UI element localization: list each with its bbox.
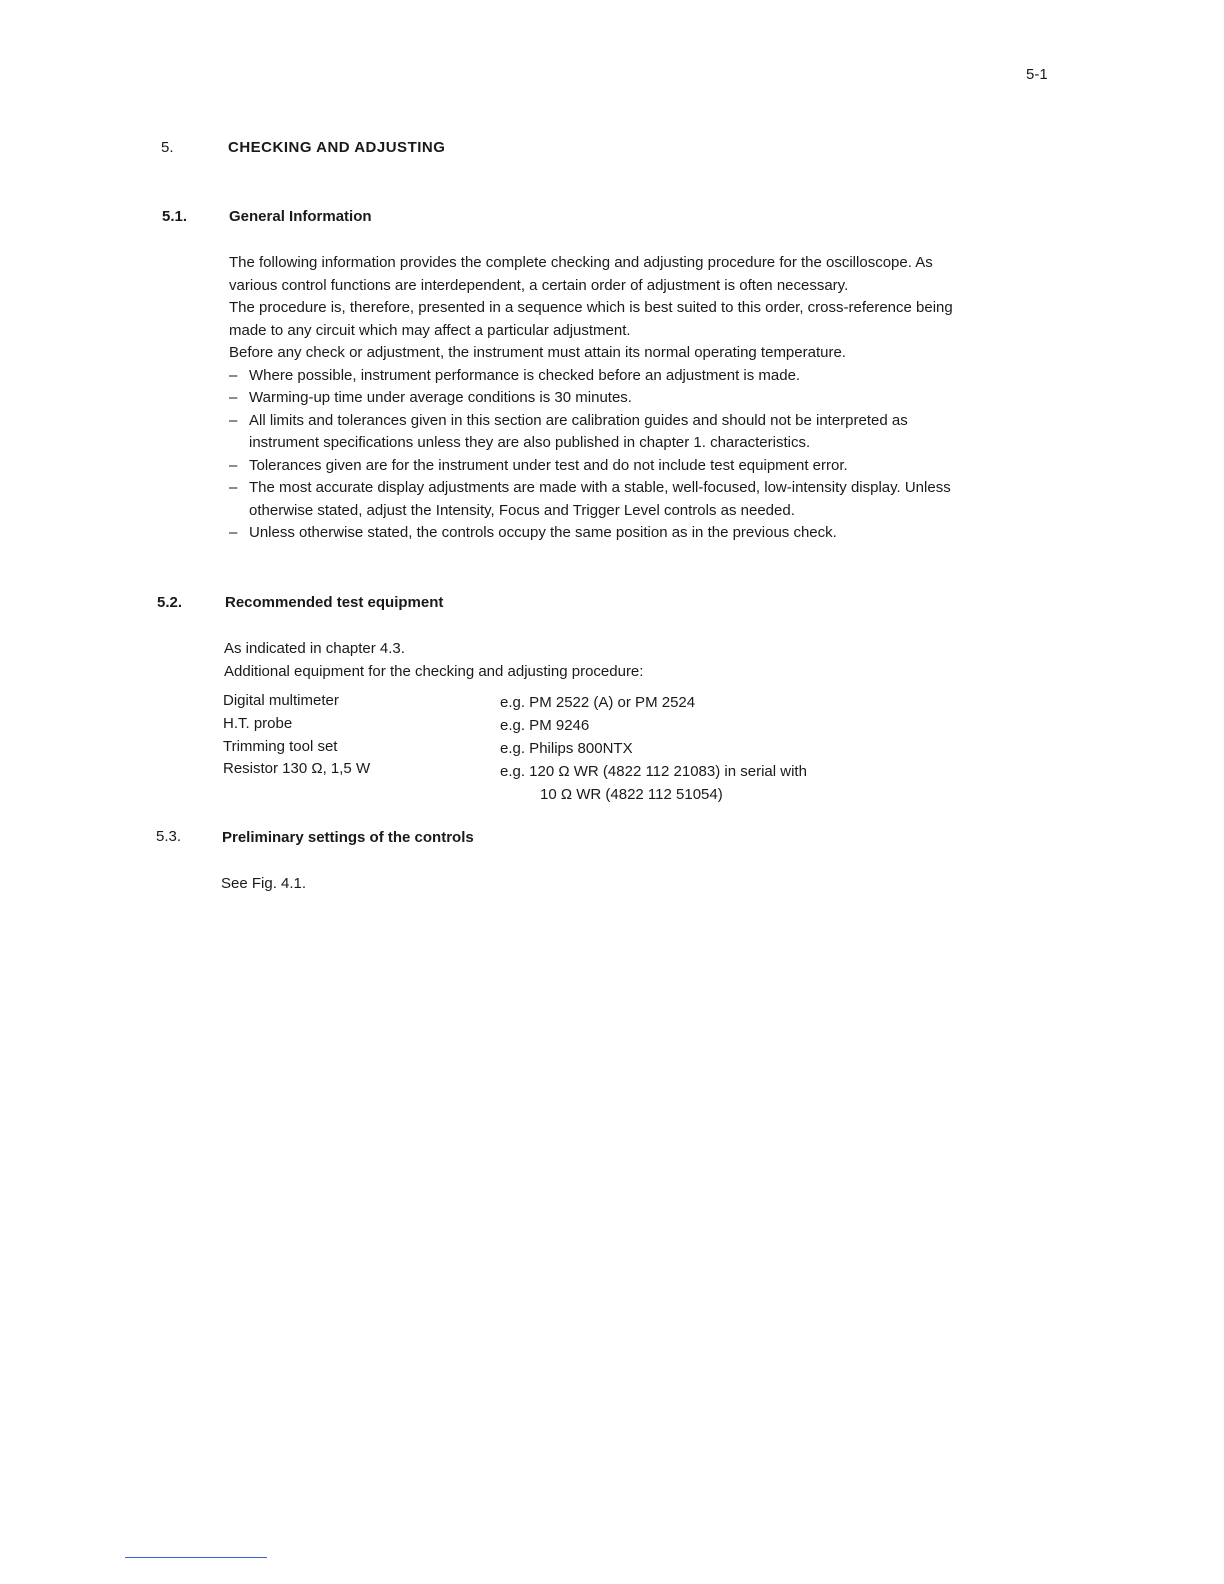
bullet-text: Where possible, instrument performance is checked before an adjustment is made. <box>249 366 801 384</box>
footer-rule <box>125 1557 267 1558</box>
bullet-item <box>229 455 1029 478</box>
bullet-item <box>229 365 1029 388</box>
subsection-title-5-1: General Information <box>229 208 372 225</box>
bullet-item <box>229 387 1029 410</box>
equipment-example: e.g. Philips 800NTX <box>500 740 633 757</box>
dash-bullet: – <box>229 411 238 429</box>
bullet-text: The most accurate display adjustments are made with a stable, well-focused, low-intensity display. Unless <box>249 479 951 496</box>
bullet-text-continued: instrument specifications unless they are also published in chapter 1. characteristics. <box>249 434 811 451</box>
page-number: 5-1 <box>1026 66 1048 83</box>
dash-bullet: – <box>229 479 238 496</box>
subsection-number-5-1: 5.1. <box>162 208 188 225</box>
dash-bullet: – <box>229 366 238 384</box>
equipment-item: Trimming tool set <box>223 738 338 755</box>
section-number: 5. <box>161 139 174 156</box>
bullet-item <box>229 477 1029 522</box>
subsection-number-5-3: 5.3. <box>156 828 182 845</box>
bullet-item <box>229 522 1029 545</box>
equipment-example: e.g. 120 Ω WR (4822 112 21083) in serial with <box>500 763 807 780</box>
equipment-item: Digital multimeter <box>223 692 339 709</box>
equipment-example: e.g. PM 2522 (A) or PM 2524 <box>500 694 696 711</box>
subsection-title-5-3: Preliminary settings of the controls <box>222 829 474 846</box>
bullet-text: Warming-up time under average conditions is 30 minutes. <box>249 389 632 406</box>
equipment-intro-additional: Additional equipment for the checking and adjusting procedure: <box>224 663 644 680</box>
equipment-intro: As indicated in chapter 4.3. <box>224 640 405 657</box>
paragraph-line: various control functions are interdependent, a certain order of adjustment is often necessary. <box>229 276 849 294</box>
equipment-example-continued: 10 Ω WR (4822 112 51054) <box>540 786 723 803</box>
equipment-item: Resistor 130 Ω, 1,5 W <box>223 760 371 777</box>
dash-bullet: – <box>229 389 238 406</box>
paragraph-line: The following information provides the complete checking and adjusting procedure for the oscilloscope. As <box>229 254 933 271</box>
subsection-title-5-2: Recommended test equipment <box>225 594 444 611</box>
bullet-text: Tolerances given are for the instrument under test and do not include test equipment error. <box>249 456 848 474</box>
dash-bullet: – <box>229 524 238 541</box>
subsection-number-5-2: 5.2. <box>157 594 183 611</box>
see-figure-reference: See Fig. 4.1. <box>221 875 307 892</box>
paragraph-line: made to any circuit which may affect a particular adjustment. <box>229 321 631 339</box>
paragraph-line: Before any check or adjustment, the instrument must attain its normal operating temperature. <box>229 344 846 361</box>
bullet-text: All limits and tolerances given in this section are calibration guides and should not be interpreted as <box>249 411 908 429</box>
equipment-item: H.T. probe <box>223 715 293 732</box>
section-title: CHECKING AND ADJUSTING <box>228 139 446 156</box>
paragraph-line: The procedure is, therefore, presented in a sequence which is best suited to this order, cross-reference being <box>229 299 953 316</box>
bullet-item <box>229 410 1029 455</box>
general-information-body <box>229 252 1029 545</box>
bullet-text-continued: otherwise stated, adjust the Intensity, Focus and Trigger Level controls as needed. <box>249 501 795 519</box>
equipment-example: e.g. PM 9246 <box>500 717 590 734</box>
dash-bullet: – <box>229 456 238 474</box>
bullet-text: Unless otherwise stated, the controls occupy the same position as in the previous check. <box>249 524 837 541</box>
